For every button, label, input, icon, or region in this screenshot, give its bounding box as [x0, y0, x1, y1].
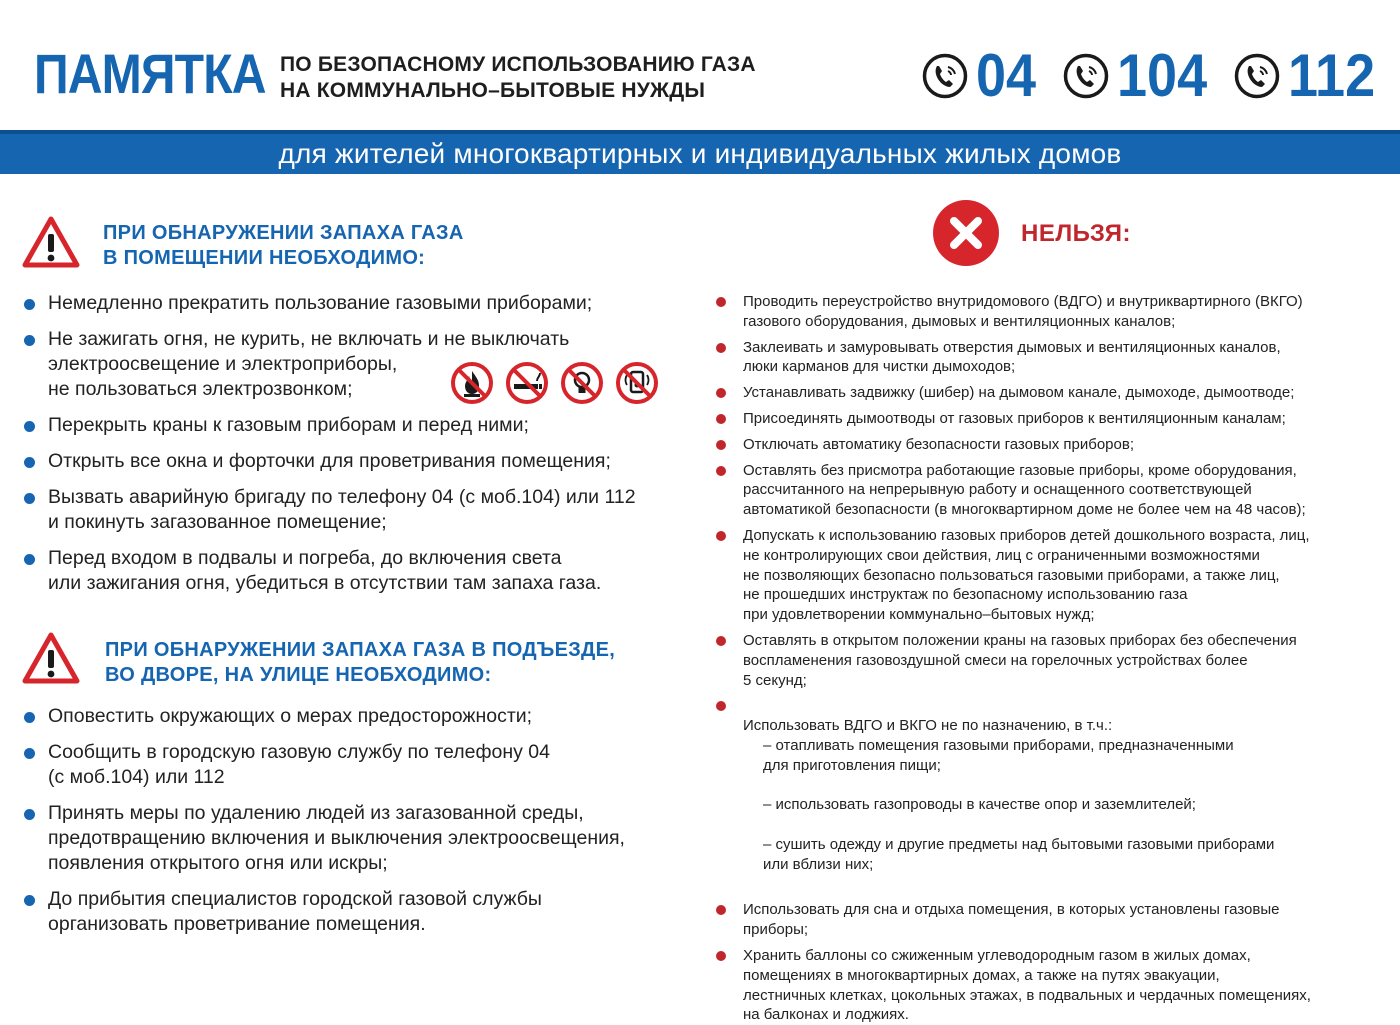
- sub-item: – сушить одежду и другие предметы над бытовыми газовыми приборами или вблизи них;: [763, 835, 1275, 873]
- heading-line-1: ПРИ ОБНАРУЖЕНИИ ЗАПАХА ГАЗА В ПОДЪЕЗДЕ,: [105, 639, 616, 661]
- home-actions-list: [24, 291, 704, 596]
- section-home-heading: [103, 221, 464, 271]
- warning-icon: [22, 632, 80, 684]
- section-outdoor-heading: [105, 638, 615, 688]
- list-item: Оповестить окружающих о мерах предосторожности;: [24, 704, 704, 729]
- phone-104: [1063, 44, 1217, 108]
- phone-number: 04: [976, 42, 1037, 109]
- list-item: Вызвать аварийную бригаду по телефону 04 (с моб.104) или 112 и покинуть загазованное помещение;: [24, 485, 704, 535]
- list-item: Открыть все окна и форточки для проветривания помещения;: [24, 449, 704, 474]
- page-title: ПАМЯТКА: [34, 42, 266, 105]
- page-subtitle: [280, 52, 756, 104]
- phone-04: [922, 44, 1043, 108]
- warning-icon: [22, 216, 80, 268]
- phone-icon: [1063, 53, 1109, 99]
- heading-line-2: ВО ДВОРЕ, НА УЛИЦЕ НЕОБХОДИМО:: [105, 664, 492, 686]
- list-item-misuse: [716, 696, 1386, 894]
- no-fire-icon: [450, 361, 494, 405]
- no-doorbell-icon: [615, 361, 659, 405]
- phone-number: 104: [1117, 42, 1208, 109]
- list-item: Принять меры по удалению людей из загазованной среды, предотвращению включения и выключения электроосвещения, появления открытого огня или искры;: [24, 801, 704, 876]
- no-light-switch-icon: [560, 361, 604, 405]
- list-item: До прибытия специалистов городской газовой службы организовать проветривание помещения.: [24, 887, 704, 937]
- list-item: Заклеивать и замуровывать отверстия дымовых и вентиляционных каналов, люки карманов для чистки дымоходов;: [716, 338, 1386, 378]
- list-item: Не зажигать огня, не курить, не включать и не выключать электроосвещение и электроприборы, не пользоваться электрозвонком;: [24, 327, 704, 402]
- subtitle-line-2: НА КОММУНАЛЬНО–БЫТОВЫЕ НУЖДЫ: [280, 79, 706, 102]
- list-item: Проводить переустройство внутридомового (ВДГО) и внутриквартирного (ВКГО) газового оборудования, дымовых и вентиляционных каналов;: [716, 292, 1386, 332]
- no-smoking-icon: [505, 361, 549, 405]
- heading-line-1: ПРИ ОБНАРУЖЕНИИ ЗАПАХА ГАЗА: [103, 222, 464, 244]
- list-item: Перед входом в подвалы и погреба, до включения света или зажигания огня, убедиться в отсутствии там запаха газа.: [24, 546, 704, 596]
- list-item: Сообщить в городскую газовую службу по телефону 04 (с моб.104) или 112: [24, 740, 704, 790]
- list-item: Оставлять в открытом положении краны на газовых приборах без обеспечения воспламенения газовоздушной смеси на горелочных устройствах более 5 секунд;: [716, 631, 1386, 690]
- sub-item: – отапливать помещения газовыми приборами, предназначенными для приготовления пищи;: [763, 736, 1234, 774]
- phone-112: [1234, 44, 1385, 108]
- list-item: Хранить баллоны со сжиженным углеводородным газом в жилых домах, помещениях в многоквартирных домах, а также на путях эвакуации, лестничных клетках, цокольных этажах, в подвальных и чердачных помещениях, на балконах и лоджиях.: [716, 946, 1386, 1025]
- list-item: Устанавливать задвижку (шибер) на дымовом канале, дымоходе, дымоотводе;: [716, 383, 1386, 403]
- phone-number: 112: [1288, 42, 1376, 109]
- list-item: Отключать автоматику безопасности газовых приборов;: [716, 435, 1386, 455]
- audience-banner: [0, 130, 1400, 174]
- phone-icon: [1234, 53, 1280, 99]
- forbidden-list: [716, 292, 1386, 1025]
- subtitle-line-1: ПО БЕЗОПАСНОМУ ИСПОЛЬЗОВАНИЮ ГАЗА: [280, 53, 756, 76]
- outdoor-actions-list: [24, 704, 704, 937]
- list-item: Оставлять без присмотра работающие газовые приборы, кроме оборудования, рассчитанного на непрерывную работу и оснащенного соответствующей автоматикой безопасности (в многоквартирном доме не более чем на 48 часов);: [716, 461, 1386, 520]
- list-item-text: Использовать ВДГО и ВКГО не по назначению, в т.ч.:: [743, 717, 1113, 735]
- heading-line-2: В ПОМЕЩЕНИИ НЕОБХОДИМО:: [103, 247, 426, 269]
- phone-icon: [922, 53, 968, 99]
- list-item: Использовать для сна и отдыха помещения, в которых установлены газовые приборы;: [716, 900, 1386, 940]
- forbidden-heading: НЕЛЬЗЯ:: [1021, 220, 1132, 247]
- banner-text: для жителей многоквартирных и индивидуальных жилых домов: [278, 138, 1122, 169]
- forbidden-icon: [932, 199, 1000, 267]
- list-item: Присоединять дымоотводы от газовых приборов к вентиляционным каналам;: [716, 409, 1386, 429]
- list-item: Немедленно прекратить пользование газовыми приборами;: [24, 291, 704, 316]
- list-item: Перекрыть краны к газовым приборам и перед ними;: [24, 413, 704, 438]
- sub-item: – использовать газопроводы в качестве опор и заземлителей;: [763, 796, 1196, 814]
- list-item: Допускать к использованию газовых приборов детей дошкольного возраста, лиц, не контролирующих свои действия, лиц с ограниченными возможностями не позволяющих безопасно пользоваться газовыми приборами, а также лиц, не прошедших инструктаж по безопасному использованию газа при удовлетворении коммунально–бытовых нужд;: [716, 526, 1386, 625]
- prohibition-icons: [450, 361, 659, 405]
